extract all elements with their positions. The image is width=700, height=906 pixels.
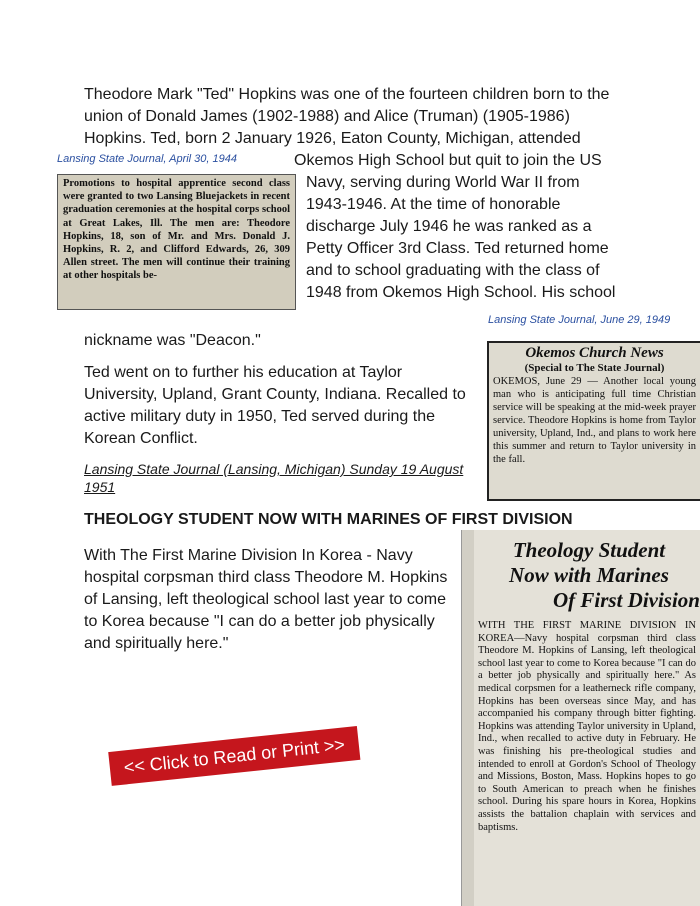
headline-line: Now with Marines <box>509 563 669 587</box>
para-line: and spiritually here." <box>84 635 229 652</box>
clipping-headline <box>478 538 700 613</box>
intro-line: union of Donald James (1902-1988) and Alice (Truman) (1905-1986) <box>84 108 570 125</box>
para-line: of Lansing, left theological school last year to come <box>84 591 446 608</box>
para-line: Ted went on to further his education at Taylor <box>84 364 403 381</box>
intro-line: Petty Officer 3rd Class. Ted returned home <box>306 240 609 257</box>
newspaper-clipping-1944 <box>57 174 296 310</box>
newspaper-clipping-1949 <box>487 341 700 501</box>
intro-line: Navy, serving during World War II from <box>306 174 580 191</box>
clipping-text: Promotions to hospital apprentice second class were granted to two Lansing Bluejackets in recent graduation ceremonies at the hospital corps school at Great Lakes, Ill. The men are: Theodore Hopkins, 18, son of Mr. and Mrs. Donald J. Hopkins, R. 2, and Clifford Edwards, 26, 309 Allen street. The men will continue their training at other hospitals be- <box>63 178 290 282</box>
intro-line: nickname was "Deacon." <box>84 332 261 349</box>
para-line: hospital corpsman third class Theodore M. Hopkins <box>84 569 448 586</box>
para-line: With The First Marine Division In Korea - Navy <box>84 547 413 564</box>
headline-line: Of First Division <box>552 588 700 612</box>
article-heading: THEOLOGY STUDENT NOW WITH MARINES OF FIRST DIVISION <box>84 511 573 528</box>
clipping-caption: Lansing State Journal, June 29, 1949 <box>488 314 671 326</box>
clipping-caption: Lansing State Journal, April 30, 1944 <box>57 153 237 165</box>
clipping-headline: Okemos Church News <box>525 345 664 361</box>
para-line: active military duty in 1950, Ted served during the <box>84 408 436 425</box>
headline-line: Theology Student <box>512 538 666 562</box>
intro-line: Okemos High School but quit to join the US <box>294 152 602 169</box>
intro-line: Theodore Mark "Ted" Hopkins was one of the fourteen children born to the <box>84 86 610 103</box>
column-gutter <box>462 530 474 906</box>
para-line: Korean Conflict. <box>84 430 198 447</box>
para-line: University, Upland, Grant County, Indiana. Recalled to <box>84 386 466 403</box>
newspaper-clipping-1951 <box>461 530 700 906</box>
clipping-text: OKEMOS, June 29 — Another local young man who is anticipating full time Christian service will be speaking at the mid-week prayer service. Theodore Hopkins is home from Taylor university, Upland, Ind., and plans to work here this summer and return to Taylor university in the fall. <box>493 376 696 465</box>
clipping-subhead: (Special to The State Journal) <box>524 362 665 374</box>
intro-line: 1948 from Okemos High School. His school <box>306 284 616 301</box>
intro-line: 1943-1946. At the time of honorable <box>306 196 561 213</box>
para-line: to Korea because "I can do a better job physically <box>84 613 435 630</box>
intro-line: and to school graduating with the class of <box>306 262 600 279</box>
source-link[interactable]: Lansing State Journal (Lansing, Michigan) Sunday 19 August 1951 <box>84 461 464 495</box>
clipping-text: WITH THE FIRST MARINE DIVISION IN KOREA—Navy hospital corpsman third class Theodore M. Hopkins of Lansing, left theological school last year to come to Korea because "I can do a better job physically and spiritually here." As medical corpsmen for a leatherneck rifle company, Hopkins has been overseas since May, and has accompanied his company through bitter fighting. Hopkins was attending Taylor university in Upland, Ind., when recalled to active duty in February. He was finishing his pre-theological studies and intended to enroll at Gordon's School of Theology and Missions, Boston, Mass. Hopkins hopes to go to South American to preach when he finishes school. During his spare hours in Korea, Hopkins assists the battalion chaplain with services and baptisms. <box>478 620 696 833</box>
read-or-print-button[interactable]: << Click to Read or Print >> <box>108 726 360 786</box>
intro-line: Hopkins. Ted, born 2 January 1926, Eaton County, Michigan, attended <box>84 130 581 147</box>
intro-line: discharge July 1946 he was ranked as a <box>306 218 592 235</box>
